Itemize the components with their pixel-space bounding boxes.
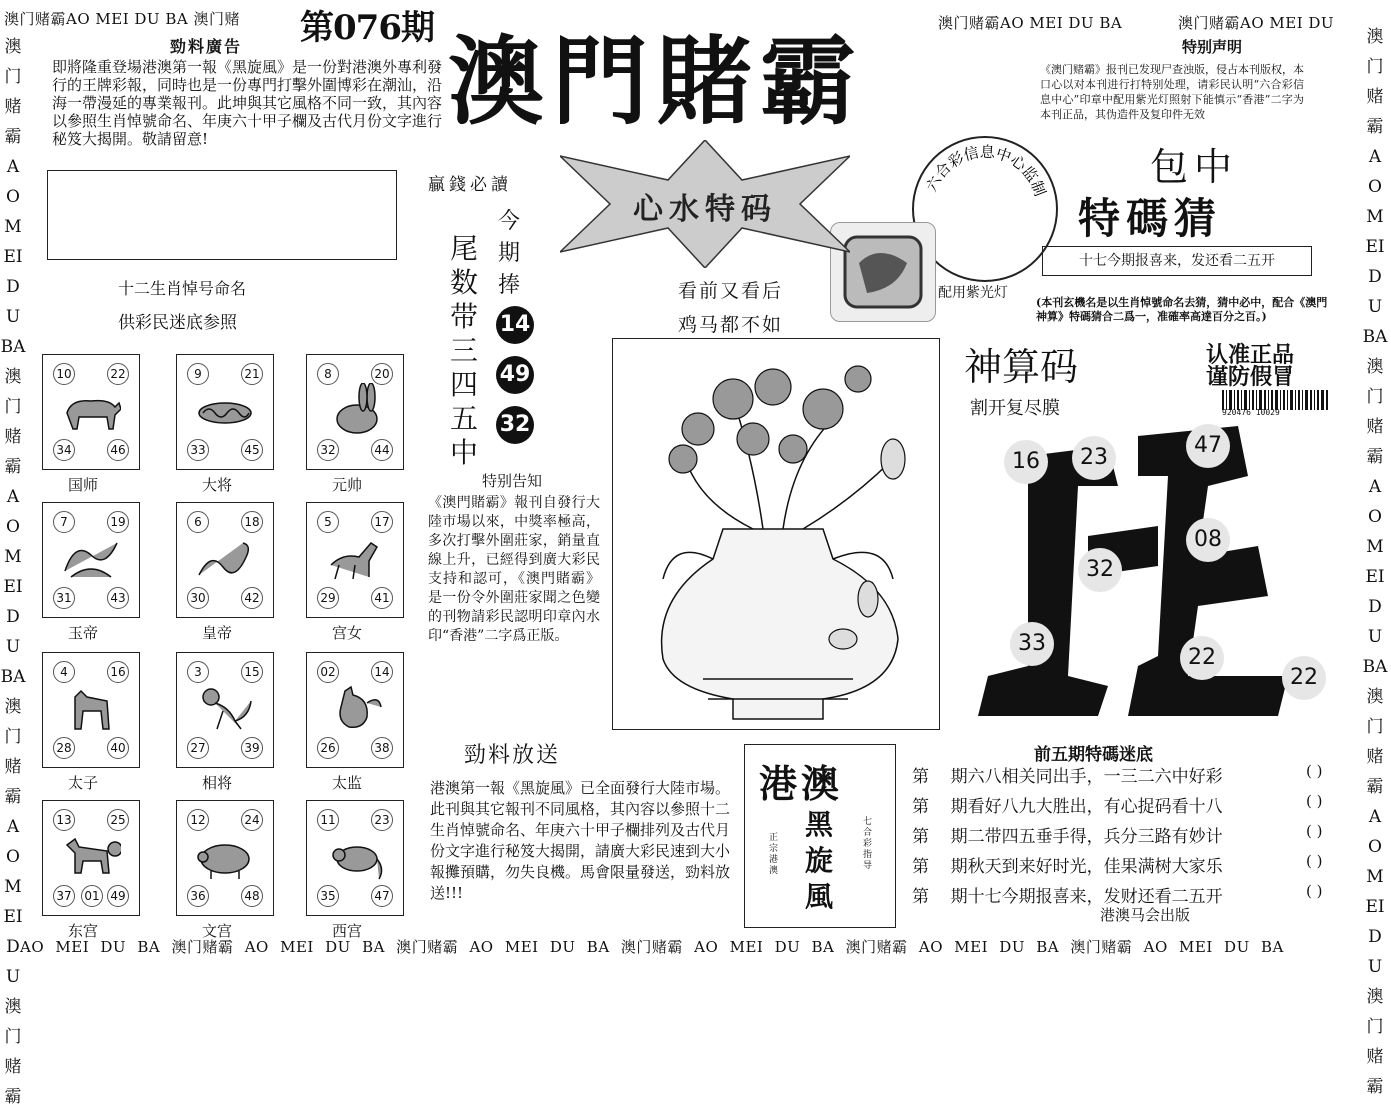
zodiac-number: 44 (371, 439, 393, 461)
look-text-2: 鸡马都不如 (678, 314, 784, 336)
circle-num-8: 22 (1282, 656, 1326, 700)
zodiac-number: 14 (371, 661, 393, 683)
zodiac-number: 31 (53, 587, 75, 609)
zodiac-number: 36 (187, 885, 209, 907)
zodiac-number: 18 (241, 511, 263, 533)
zodiac-number: 28 (53, 737, 75, 759)
right-vertical-strip: 澳门赌霸AOMEIDUBA澳门赌霸AOMEIDUBA澳门赌霸AOMEIDU澳门赌霸 (1362, 27, 1388, 1097)
bottom-strip: AO MEI DU BA 澳门赌霸 AO MEI DU BA 澳门赌霸 AO MEI DU BA 澳门赌霸 AO MEI DU BA 澳门赌霸 AO MEI DU BA 澳门赌霸 AO MEI DU BA (20, 938, 1284, 956)
past-row-text: 期看好八九大胜出，有心捉码看十八 (950, 797, 1223, 817)
zodiac-label: 太监 (332, 774, 363, 792)
zodiac-number: 27 (187, 737, 209, 759)
monkey-icon (195, 681, 255, 735)
zodiac-label: 元帅 (332, 476, 363, 494)
masthead-title: 澳門賭霸 (448, 25, 864, 138)
zodiac-number: 17 (371, 511, 393, 533)
horse-icon (325, 531, 385, 585)
zodiac-label: 文宫 (202, 922, 233, 940)
zodiac-card-horse (306, 502, 404, 618)
look-text-1: 看前又看后 (678, 280, 784, 302)
zodiac-card-dragon (42, 502, 140, 618)
jin-liao-text: 港澳第一報《黑旋風》已全面發行大陸市場。此刊與其它報刊不同風格，其內容以參照十二生肖悼號命名、年庚六十甲子欄排列及古代月份文字進行秘笈大揭開，請廣大彩民速到大小報攤預購，勿失良機。馬會限量發送，勁料放送!!! (430, 779, 731, 902)
past-title: 前五期特碼迷底 (1034, 745, 1153, 765)
zodiac-label: 宫女 (332, 624, 363, 642)
zodiac-number: 29 (317, 587, 339, 609)
zodiac-card-pig (176, 800, 274, 916)
top-right-strip-a: 澳门赌霸AO MEI DU BA (938, 14, 1123, 32)
zodiac-number: 13 (53, 809, 75, 831)
zodiac-label: 东宫 (68, 922, 99, 940)
left-vertical-strip: 澳门赌霸AOMEIDUBA澳门赌霸AOMEIDUBA澳门赌霸AOMEIDU澳门赌霸 (0, 37, 26, 1107)
zodiac-number: 26 (317, 737, 339, 759)
jin-liao-title: 勁料放送 (464, 743, 561, 768)
special-notice-text: 《澳門賭霸》報刊自發行大陸市場以來，中獎率極高，多次打擊外圍莊家，銷量直線上升，已經得到廣大彩民支持和認可，《澳門賭霸》是一份令外圍莊家聞之色變的刊物請彩民認明印章內水印“香港”二字爲正版。 (428, 495, 600, 644)
zodiac-caption-2: 供彩民迷底参照 (118, 313, 237, 333)
zodiac-number: 7 (53, 511, 75, 533)
hint-box: 十七今期报喜来，发还看二五开 (1042, 246, 1312, 276)
zodiac-card-goat (42, 652, 140, 768)
ball-3: 32 (496, 406, 534, 444)
ad-text: 即將隆重登場港澳第一報《黑旋風》是一份對港澳外專利發行的王牌彩報，同時也是一份專門打擊外圍博彩在潮汕，沿海一帶漫延的專業報刊。此坤與其它風格不同一致，其內容以參照生肖悼號命名、年庚六十甲子欄及古代月份文字進行秘笈大揭開。敬請留意! (52, 58, 443, 148)
past-row-text: 期十七今期报喜来，发财还看二五开 (950, 887, 1223, 907)
circle-num-7: 22 (1180, 636, 1224, 680)
zodiac-label: 玉帝 (68, 624, 99, 642)
past-mark-4: ( ) (1306, 852, 1323, 870)
special-notice-title: 特别告知 (482, 472, 543, 490)
circle-num-1: 16 (1004, 440, 1048, 484)
hk-macau: 港澳 (759, 761, 844, 806)
zodiac-card-dog (42, 800, 140, 916)
past-row-3 (912, 822, 1223, 847)
star-banner (560, 140, 850, 268)
notice-text: 《澳门赌霸》报刊已发现尸查浊版，侵占本刊版权，本口心以对本刊进行打特别处理，请彩民认明“六合彩信息中心”印章中配用紫光灯照射下能慎示“香港”二字为本刊正品，其伪造件及复印件无效 (1040, 63, 1304, 121)
zodiac-number: 24 (241, 809, 263, 831)
zodiac-label: 皇帝 (202, 624, 233, 642)
zodiac-number: 5 (317, 511, 339, 533)
zodiac-number: 6 (187, 511, 209, 533)
this-issue: 今期捧 (498, 209, 521, 298)
star-text: 心水特码 (633, 192, 777, 227)
zodiac-number: 43 (107, 587, 129, 609)
hxf-left: 正宗港澳 (769, 833, 779, 876)
circle-num-3: 47 (1186, 424, 1230, 468)
cut-open-text: 割开复尽膜 (970, 398, 1060, 419)
circle-num-6: 33 (1010, 622, 1054, 666)
hei-xuan-feng: 黑旋風 (805, 808, 834, 913)
past-row-2 (912, 792, 1223, 817)
past-mark-5: ( ) (1306, 882, 1323, 900)
shen-suan-title: 神算码 (964, 345, 1079, 389)
zodiac-number: 22 (107, 363, 129, 385)
snake-icon (195, 531, 255, 585)
zodiac-number: 41 (371, 587, 393, 609)
rat-icon (325, 829, 385, 883)
zodiac-number: 02 (317, 661, 339, 683)
barcode (1222, 390, 1330, 416)
zodiac-number: 39 (241, 737, 263, 759)
zodiac-label: 太子 (68, 774, 99, 792)
zodiac-number: 19 (107, 511, 129, 533)
zodiac-number: 48 (241, 885, 263, 907)
zodiac-number: 30 (187, 587, 209, 609)
zodiac-number: 9 (187, 363, 209, 385)
barcode-text: 920476 10029 (1222, 408, 1280, 417)
tiger-icon (195, 383, 255, 437)
zodiac-number: 8 (317, 363, 339, 385)
ball-1: 14 (496, 306, 534, 344)
past-row-label: 第 (912, 857, 929, 877)
zodiac-number: 16 (107, 661, 129, 683)
ox-icon (61, 383, 121, 437)
zodiac-number: 33 (187, 439, 209, 461)
zodiac-caption-1: 十二生肖悼号命名 (118, 279, 247, 298)
zodiac-number: 46 (107, 439, 129, 461)
te-ma-cai: 特碼猜 (1078, 194, 1223, 243)
blank-box (47, 170, 397, 260)
past-row-1 (912, 762, 1223, 787)
past-mark-1: ( ) (1306, 762, 1323, 780)
past-row-label: 第 (912, 767, 929, 787)
zodiac-number: 42 (241, 587, 263, 609)
past-row-label: 第 (912, 887, 929, 907)
zodiac-number: 34 (53, 439, 75, 461)
zodiac-number: 47 (371, 885, 393, 907)
tail-label: 尾数带三四五中 (450, 232, 479, 469)
ad-title: 勁料廣告 (170, 37, 243, 56)
circle-num-4: 08 (1186, 518, 1230, 562)
zodiac-number: 35 (317, 885, 339, 907)
circle-num-2: 23 (1072, 436, 1116, 480)
genuine-1: 认准正品 (1206, 342, 1295, 368)
zodiac-card-snake (176, 502, 274, 618)
zodiac-card-rabbit (306, 354, 404, 470)
zodiac-number: 11 (317, 809, 339, 831)
notice-title: 特别声明 (1182, 38, 1243, 56)
top-left-strip: 澳门赌霸AO MEI DU BA 澳门赌 (4, 10, 240, 28)
bao-zhong: 包中 (1150, 145, 1239, 189)
zodiac-card-rooster (306, 652, 404, 768)
hxf-right: 七合彩指导 (863, 817, 873, 871)
zodiac-card-tiger (176, 354, 274, 470)
zodiac-number: 45 (241, 439, 263, 461)
zodiac-number: 38 (371, 737, 393, 759)
top-right-strip-b: 澳门赌霸AO MEI DU (1178, 14, 1335, 32)
small-note: (本刊玄機名是以生肖悼號命名去猜，猜中必中，配合《澳門神算》特碼猜合二爲一，准確率高達百分之百。) (1036, 296, 1328, 323)
dog-icon (61, 829, 121, 883)
past-row-label: 第 (912, 797, 929, 817)
zodiac-number: 12 (187, 809, 209, 831)
zodiac-label: 国师 (68, 476, 99, 494)
past-mark-2: ( ) (1306, 792, 1323, 810)
rabbit-icon (325, 383, 385, 437)
zodiac-card-rat (306, 800, 404, 916)
zodiac-label: 大将 (202, 476, 233, 494)
win-read: 贏錢必讀 (428, 175, 512, 195)
past-row-label: 第 (912, 827, 929, 847)
svg-text:六合彩信息中心监制: 六合彩信息中心监制 (922, 142, 1050, 199)
zodiac-number: 10 (53, 363, 75, 385)
genuine-2: 谨防假冒 (1206, 364, 1295, 390)
zodiac-number: 23 (371, 809, 393, 831)
zodiac-number: 21 (241, 363, 263, 385)
rooster-icon (325, 681, 385, 735)
zodiac-number: 4 (53, 661, 75, 683)
zodiac-label: 西宫 (332, 922, 363, 940)
zodiac-number: 25 (107, 809, 129, 831)
pig-icon (195, 829, 255, 883)
zodiac-number: 15 (241, 661, 263, 683)
zodiac-number: 32 (317, 439, 339, 461)
zodiac-card-monkey (176, 652, 274, 768)
vase-flower-icon (613, 339, 939, 729)
zodiac-number: 37 (53, 885, 75, 907)
zodiac-number: 20 (371, 363, 393, 385)
issue-number: 第076期 (300, 8, 434, 48)
zodiac-number: 40 (107, 737, 129, 759)
zodiac-number: 49 (107, 885, 129, 907)
vase-picture (612, 338, 940, 730)
zodiac-number: 01 (81, 885, 103, 907)
circle-num-5: 32 (1078, 548, 1122, 592)
goat-icon (61, 681, 121, 735)
uv-text: 配用紫光灯 (938, 285, 1008, 301)
past-row-text: 期秋天到来好时光，佳果满树大家乐 (950, 857, 1223, 877)
past-row-text: 期六八相关同出手，一三二六中好彩 (950, 767, 1223, 787)
past-mark-3: ( ) (1306, 822, 1323, 840)
zodiac-number: 3 (187, 661, 209, 683)
zodiac-label: 相将 (202, 774, 233, 792)
hei-xuan-feng-box (744, 744, 896, 928)
ball-2: 49 (496, 356, 534, 394)
zodiac-card-ox (42, 354, 140, 470)
past-row-text: 期二带四五垂手得，兵分三路有妙计 (950, 827, 1223, 847)
publisher: 港澳马会出版 (1100, 906, 1191, 924)
dragon-icon (61, 531, 121, 585)
past-row-4 (912, 852, 1223, 877)
